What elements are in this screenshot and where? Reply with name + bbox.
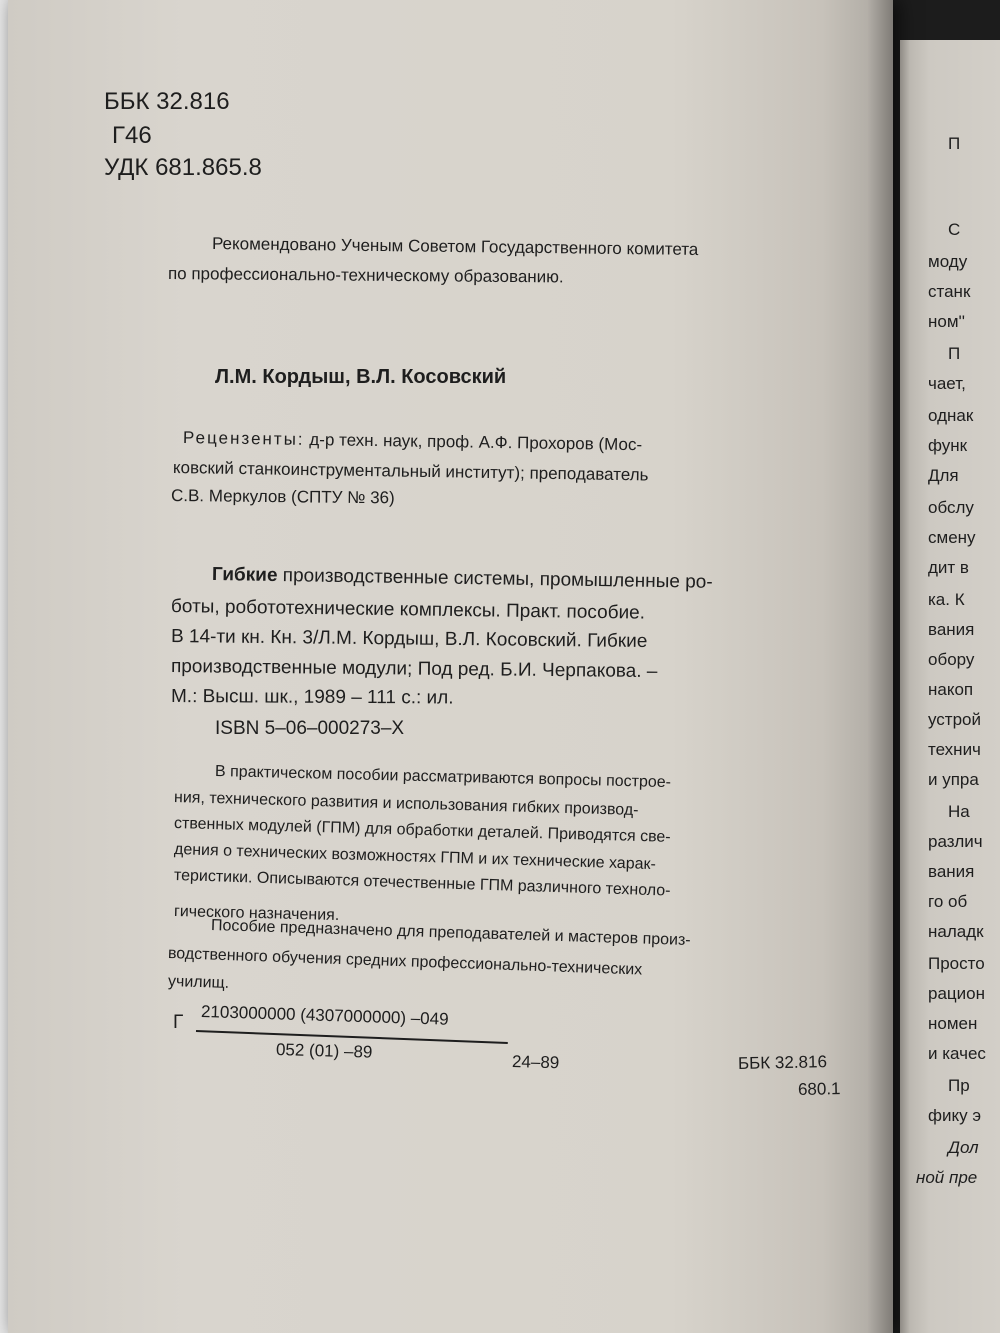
- catalog-bbk-sub: 680.1: [797, 1079, 841, 1099]
- catalog-suffix: 24–89: [511, 1052, 560, 1073]
- annotation-line-8: водственного обучения средних профессионально-технических: [167, 945, 643, 979]
- catalog-numerator: 2103000000 (4307000000) –049: [200, 1002, 449, 1029]
- right-fragment: П: [948, 344, 961, 363]
- author-mark: Г46: [112, 122, 152, 149]
- right-fragment: ном'': [928, 312, 966, 331]
- annotation-line-4: дения о технических возможностях ГПМ и их технические харак-: [173, 841, 657, 874]
- right-fragment: обслу: [928, 498, 974, 517]
- isbn: ISBN 5–06–000273–X: [215, 718, 405, 739]
- right-fragment: Для: [928, 466, 959, 485]
- catalog-denominator: 052 (01) –89: [275, 1040, 373, 1062]
- right-page: [900, 40, 1000, 1333]
- annotation-line-5: теристики. Описываются отечественные ГПМ различного техноло-: [173, 867, 671, 900]
- right-fragment: фику э: [928, 1106, 982, 1125]
- right-fragment: устрой: [928, 710, 982, 729]
- right-fragment: ка. К: [928, 590, 965, 609]
- catalog-letter: Г: [173, 1012, 184, 1033]
- right-fragment: Дол: [948, 1138, 979, 1157]
- right-fragment: станк: [928, 282, 971, 301]
- right-fragment: и качес: [928, 1044, 986, 1063]
- right-fragment: моду: [928, 252, 968, 271]
- page-spine-shadow: [867, 0, 893, 1333]
- udk-code: УДК 681.865.8: [104, 154, 262, 181]
- right-fragment: смену: [928, 528, 976, 547]
- left-page: [8, 0, 893, 1333]
- right-fragment: Просто: [928, 954, 985, 973]
- catalog-bbk: ББК 32.816: [737, 1052, 828, 1073]
- bib-line-2: боты, робототехнические комплексы. Практ. пособие.: [170, 596, 646, 624]
- right-fragment: На: [948, 802, 970, 821]
- bib-line-4: производственные модули; Под ред. Б.И. Черпакова. –: [170, 656, 658, 683]
- right-fragment: вания: [928, 620, 975, 639]
- right-fragment: накоп: [928, 680, 974, 699]
- right-fragment: Пр: [948, 1076, 970, 1095]
- annotation-line-7: Пособие предназначено для преподавателей и мастеров произ-: [210, 917, 691, 950]
- right-fragment: ной пре: [916, 1168, 978, 1187]
- right-fragment: различ: [928, 832, 983, 851]
- right-fragment: С: [948, 220, 961, 239]
- right-fragment: го об: [928, 892, 968, 911]
- bbk-code: ББК 32.816: [104, 88, 230, 115]
- right-fragment: и упра: [928, 770, 979, 789]
- right-fragment: вания: [928, 862, 975, 881]
- right-fragment: технич: [928, 740, 981, 759]
- annotation-line-3: ственных модулей (ГПМ) для обработки деталей. Приводятся све-: [173, 815, 671, 846]
- bib-line-1: [212, 564, 713, 594]
- authors: Л.М. Кордыш, В.Л. Косовский: [215, 366, 507, 388]
- reviewers-line-3: С.В. Меркулов (СПТУ № 36): [170, 486, 395, 508]
- bib-title-word: Гибкие: [211, 564, 278, 587]
- right-fragment: функ: [928, 436, 968, 455]
- right-fragment: рацион: [928, 984, 985, 1003]
- bib-line-1-text: производственные системы, промышленные ро-: [282, 565, 713, 593]
- recommendation-line-1: Рекомендовано Ученым Советом Государственного комитета: [211, 234, 699, 259]
- right-fragment: П: [948, 134, 961, 153]
- bib-line-5: М.: Высш. шк., 1989 – 111 с.: ил.: [170, 686, 454, 709]
- bib-line-3: В 14-ти кн. Кн. 3/Л.М. Кордыш, В.Л. Косовский. Гибкие: [170, 626, 648, 652]
- annotation-line-2: ния, технического развития и использования гибких производ-: [173, 789, 639, 819]
- annotation-line-9: училищ.: [167, 973, 230, 992]
- right-fragment: однак: [928, 406, 974, 425]
- annotation-line-6: гического назначения.: [173, 903, 340, 925]
- reviewers-line-2: ковский станкоинструментальный институт); преподаватель: [172, 458, 649, 485]
- right-fragment: номен: [928, 1014, 978, 1033]
- right-fragment: дит в: [928, 558, 969, 577]
- reviewers-line-1: [183, 428, 642, 455]
- right-fragment: обору: [928, 650, 975, 669]
- right-fragment: наладк: [928, 922, 984, 941]
- recommendation-line-2: по профессионально-техническому образованию.: [167, 264, 564, 287]
- reviewers-line-1-text: д-р техн. наук, проф. А.Ф. Прохоров (Мос-: [309, 429, 643, 455]
- annotation-line-1: В практическом пособии рассматриваются вопросы построе-: [214, 763, 672, 792]
- right-fragment: чает,: [928, 374, 966, 393]
- reviewers-label: Рецензенты:: [182, 428, 305, 449]
